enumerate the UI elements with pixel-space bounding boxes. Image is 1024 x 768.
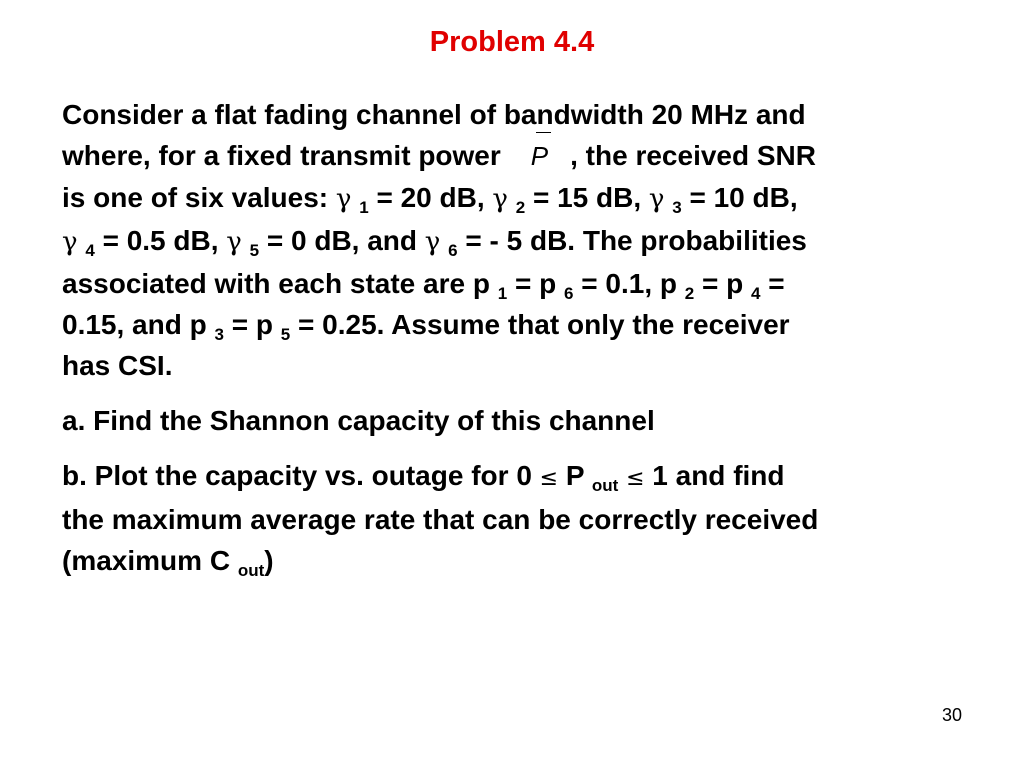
gamma-symbol: γ (492, 184, 508, 214)
problem-body (62, 94, 992, 581)
slide-title: Problem 4.4 (429, 26, 595, 58)
page-number: 30 (941, 705, 962, 725)
gamma-symbol: γ (424, 227, 441, 257)
part-a: a. Find the Shannon capacity of this channel (62, 405, 655, 436)
le-symbol: ≤ (626, 466, 645, 491)
part-b: b. Plot the capacity vs. outage for 0 ≤ P $_{out}$ ≤ 1 and find the maximum average rate that can be correctly received (maximum C $_{out}$) (62, 460, 819, 580)
le-symbol: ≤ (539, 466, 559, 491)
p-bar-symbol: P (531, 136, 548, 177)
gamma-symbol: γ (226, 227, 242, 257)
gamma-symbol: γ (648, 184, 665, 214)
gamma-symbol: γ (335, 184, 352, 214)
problem-statement: Consider a flat fading channel of bandwidth 20 MHz and where, for a fixed transmit power P , the received SNR is one of six values: γ $_1$ = 20 dB, γ $_2$ = 15 dB, γ $_3$ = 10 dB, γ $_4$ = 0.5 dB, γ $_5$ = 0 dB, and γ $_6$ = - 5 dB. The probabilities associated with each state are p $_1$ = p $_6$ = 0.1, p $_2$ = p $_4$ = 0.15, and p $_3$ = p $_5$ = 0.25. Assume that only the receiver has CSI. (62, 99, 816, 381)
gamma-symbol: γ (62, 227, 78, 257)
